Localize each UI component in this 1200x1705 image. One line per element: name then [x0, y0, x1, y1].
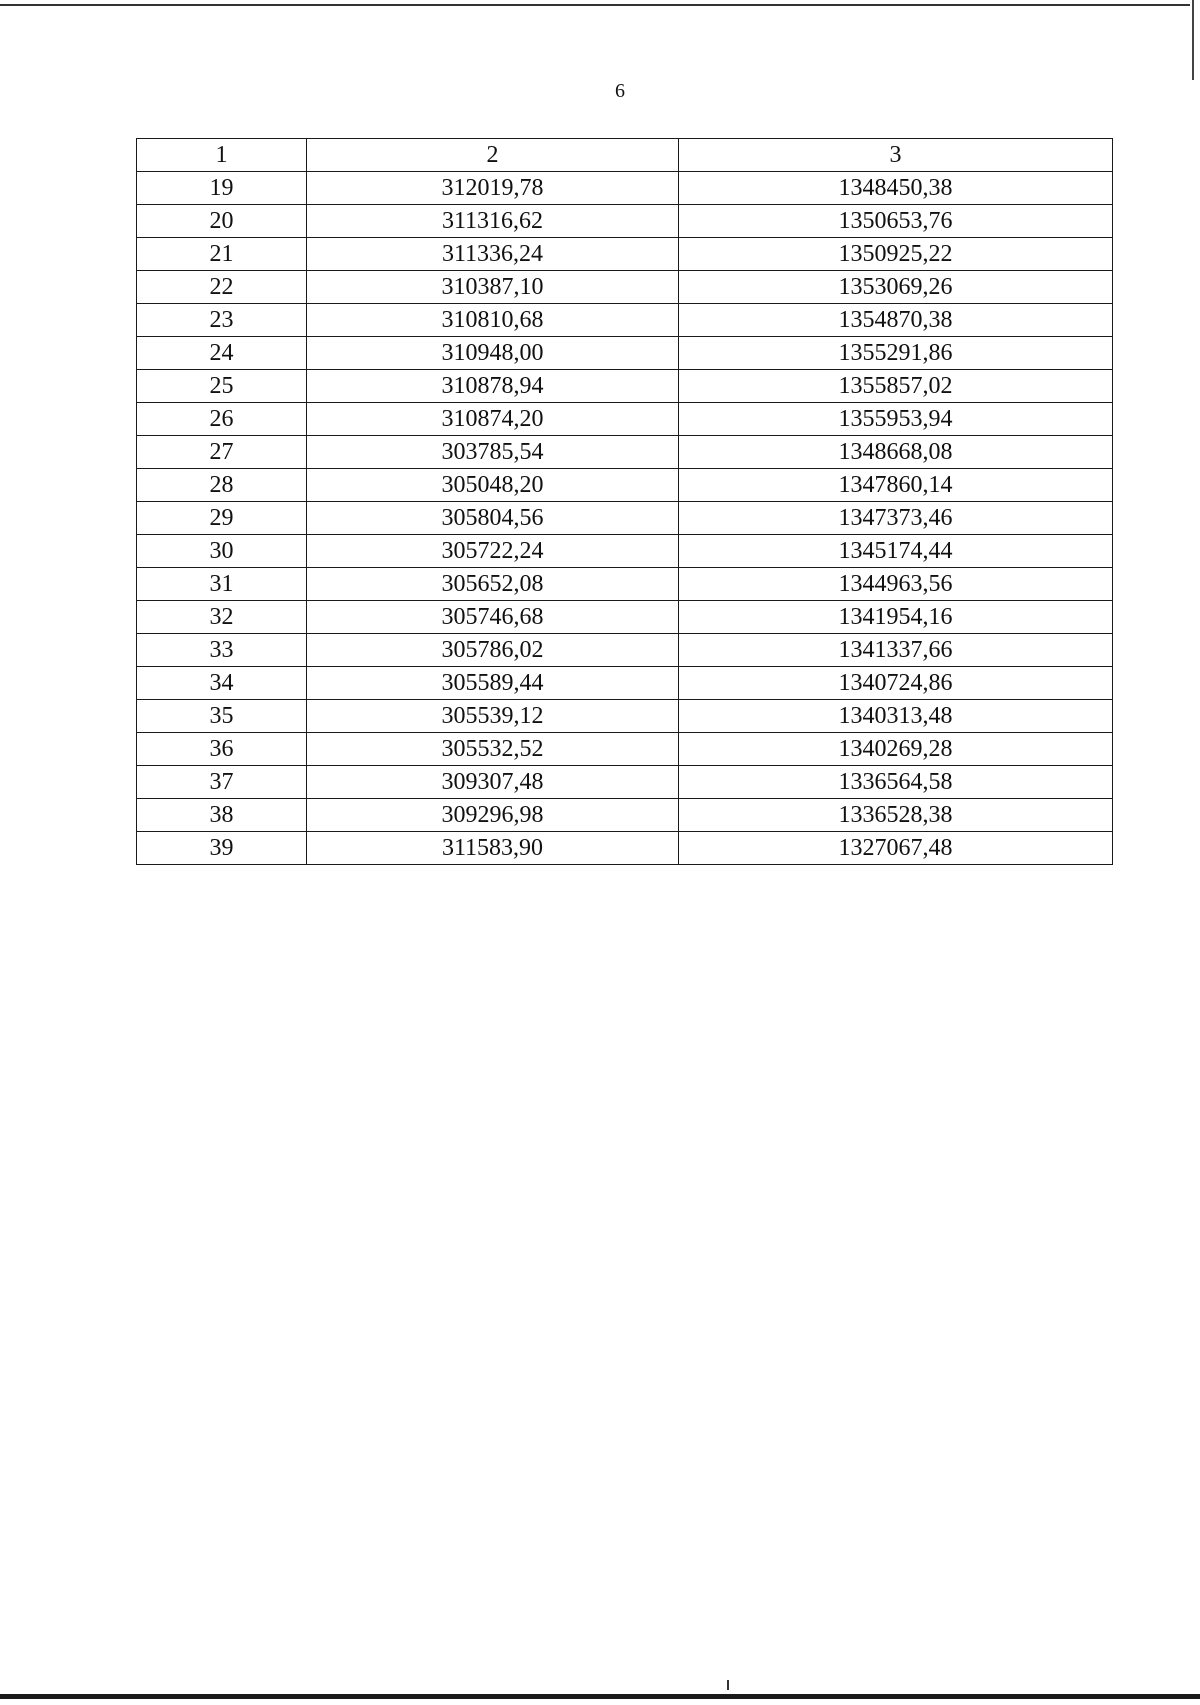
table-row	[137, 436, 1113, 469]
coordinate-y-cell: 1336528,38	[679, 799, 1113, 832]
point-number-cell: 21	[137, 238, 307, 271]
coordinate-x-cell: 309307,48	[307, 766, 679, 799]
coordinate-x-cell: 303785,54	[307, 436, 679, 469]
table-row	[137, 799, 1113, 832]
point-number-cell: 38	[137, 799, 307, 832]
coordinate-x-cell: 310387,10	[307, 271, 679, 304]
coordinate-x-cell: 312019,78	[307, 172, 679, 205]
point-number-cell: 27	[137, 436, 307, 469]
coordinate-x-cell: 311316,62	[307, 205, 679, 238]
point-number-cell: 28	[137, 469, 307, 502]
coordinate-y-cell: 1340313,48	[679, 700, 1113, 733]
table-header-row	[137, 139, 1113, 172]
table-row	[137, 733, 1113, 766]
coordinate-x-cell: 310878,94	[307, 370, 679, 403]
table-row	[137, 601, 1113, 634]
table-row	[137, 172, 1113, 205]
coordinate-x-cell: 305804,56	[307, 502, 679, 535]
coordinate-y-cell: 1347860,14	[679, 469, 1113, 502]
page-number: 6	[615, 80, 625, 102]
coordinate-x-cell: 311583,90	[307, 832, 679, 865]
header-cell-1: 1	[137, 139, 307, 172]
header-cell-2: 2	[307, 139, 679, 172]
coordinate-y-cell: 1348668,08	[679, 436, 1113, 469]
coordinates-table	[136, 138, 1113, 865]
coordinate-y-cell: 1347373,46	[679, 502, 1113, 535]
coordinate-x-cell: 305539,12	[307, 700, 679, 733]
table-row	[137, 205, 1113, 238]
coordinate-y-cell: 1345174,44	[679, 535, 1113, 568]
table-row	[137, 337, 1113, 370]
point-number-cell: 30	[137, 535, 307, 568]
coordinate-y-cell: 1341337,66	[679, 634, 1113, 667]
coordinate-x-cell: 309296,98	[307, 799, 679, 832]
coordinate-y-cell: 1340269,28	[679, 733, 1113, 766]
table-row	[137, 667, 1113, 700]
coordinate-x-cell: 305652,08	[307, 568, 679, 601]
coordinate-y-cell: 1350925,22	[679, 238, 1113, 271]
coordinate-y-cell: 1341954,16	[679, 601, 1113, 634]
table-body	[137, 139, 1113, 865]
table-row	[137, 271, 1113, 304]
table-row	[137, 469, 1113, 502]
table-row	[137, 370, 1113, 403]
point-number-cell: 36	[137, 733, 307, 766]
point-number-cell: 34	[137, 667, 307, 700]
coordinate-y-cell: 1355953,94	[679, 403, 1113, 436]
point-number-cell: 22	[137, 271, 307, 304]
point-number-cell: 39	[137, 832, 307, 865]
coordinate-y-cell: 1353069,26	[679, 271, 1113, 304]
scan-edge-bottom	[0, 1694, 1200, 1699]
point-number-cell: 20	[137, 205, 307, 238]
coordinate-x-cell: 310810,68	[307, 304, 679, 337]
coordinate-y-cell: 1336564,58	[679, 766, 1113, 799]
table-row	[137, 634, 1113, 667]
coordinate-x-cell: 311336,24	[307, 238, 679, 271]
coordinate-x-cell: 310874,20	[307, 403, 679, 436]
coordinate-y-cell: 1348450,38	[679, 172, 1113, 205]
header-cell-3: 3	[679, 139, 1113, 172]
table-row	[137, 304, 1113, 337]
scan-edge-right	[1192, 0, 1194, 80]
table-row	[137, 766, 1113, 799]
point-number-cell: 25	[137, 370, 307, 403]
point-number-cell: 29	[137, 502, 307, 535]
coordinate-x-cell: 305589,44	[307, 667, 679, 700]
point-number-cell: 19	[137, 172, 307, 205]
coordinate-y-cell: 1355291,86	[679, 337, 1113, 370]
point-number-cell: 37	[137, 766, 307, 799]
coordinate-y-cell: 1350653,76	[679, 205, 1113, 238]
coordinate-x-cell: 310948,00	[307, 337, 679, 370]
coordinate-x-cell: 305786,02	[307, 634, 679, 667]
scan-edge-top	[0, 4, 1190, 6]
table-row	[137, 700, 1113, 733]
coordinate-y-cell: 1344963,56	[679, 568, 1113, 601]
table-row	[137, 535, 1113, 568]
table-row	[137, 502, 1113, 535]
coordinate-y-cell: 1327067,48	[679, 832, 1113, 865]
coordinate-x-cell: 305722,24	[307, 535, 679, 568]
table-row	[137, 403, 1113, 436]
point-number-cell: 35	[137, 700, 307, 733]
table-row	[137, 568, 1113, 601]
point-number-cell: 26	[137, 403, 307, 436]
table-row	[137, 238, 1113, 271]
point-number-cell: 23	[137, 304, 307, 337]
point-number-cell: 31	[137, 568, 307, 601]
scan-mark	[727, 1680, 729, 1690]
point-number-cell: 24	[137, 337, 307, 370]
point-number-cell: 32	[137, 601, 307, 634]
coordinate-y-cell: 1354870,38	[679, 304, 1113, 337]
coordinate-x-cell: 305746,68	[307, 601, 679, 634]
coordinate-y-cell: 1355857,02	[679, 370, 1113, 403]
coordinate-y-cell: 1340724,86	[679, 667, 1113, 700]
point-number-cell: 33	[137, 634, 307, 667]
coordinate-x-cell: 305048,20	[307, 469, 679, 502]
coordinate-x-cell: 305532,52	[307, 733, 679, 766]
table-row	[137, 832, 1113, 865]
